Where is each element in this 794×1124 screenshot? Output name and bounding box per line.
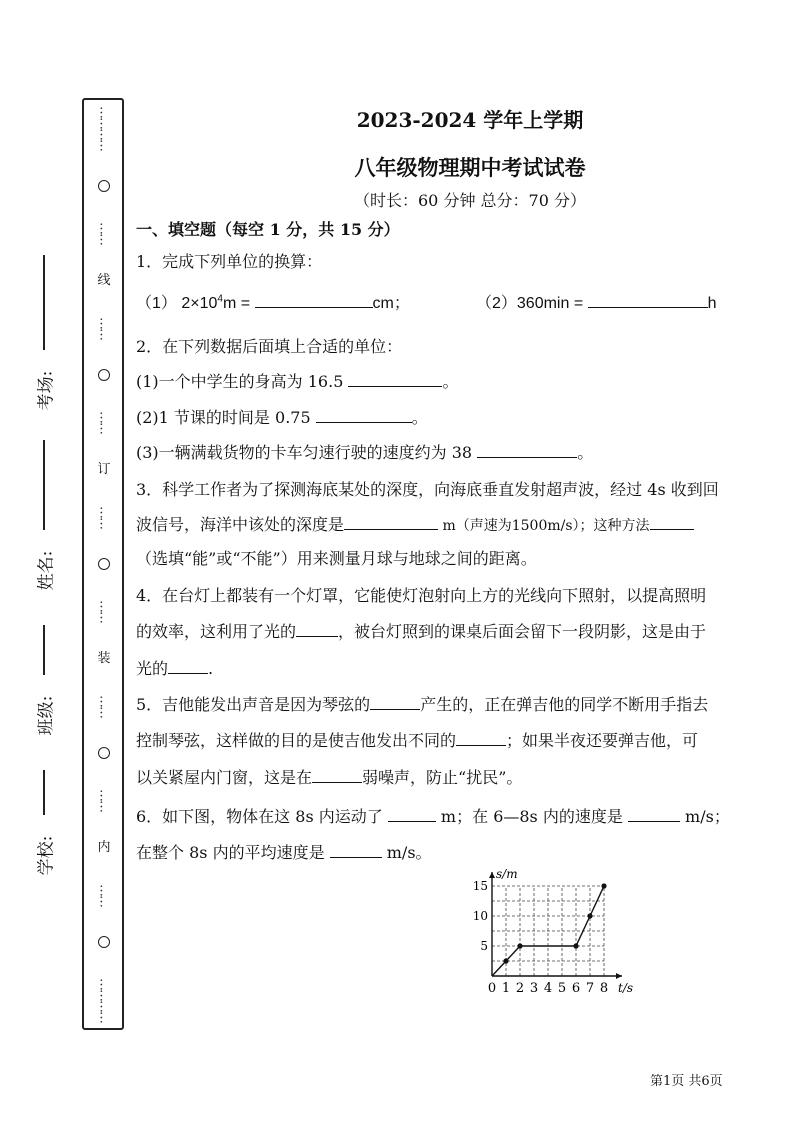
answer-blank[interactable] [456,731,506,746]
answer-blank[interactable] [588,293,708,308]
data-point [573,943,578,948]
q1a-exponent: 4 [217,293,223,305]
answer-blank[interactable] [348,372,442,387]
q5-line-2 [136,728,698,751]
q2c-end: 。 [577,443,594,462]
exam-info: （时长：60 分钟 总分：70 分） [354,191,586,210]
y-tick-label: 15 [472,879,488,893]
field-class [24,625,64,750]
school-line [43,770,45,815]
q5-text-b: 产生的，正在弹吉他的同学不断用手指去 [420,695,709,714]
q6-text-d: 在整个 8s 内的平均速度是 [136,843,325,862]
section-title: 一、填空题（每空 1 分，共 15 分） [136,220,400,239]
q2a-text: (1)一个中学生的身高为 16.5 [136,372,344,391]
answer-blank[interactable] [477,443,577,458]
q6-text-b: m；在 6—8s 内的速度是 [435,807,623,826]
q3-line-2 [136,512,694,535]
dotted-line: ………… [96,106,112,150]
name-label: 姓名: [36,550,57,591]
y-tick-label: 5 [480,939,488,953]
answer-blank[interactable] [316,408,412,423]
q1a-prefix: （1） 2×10 [136,295,218,312]
dotted-line: …… [96,884,112,906]
q4-text-a: 的效率，这利用了光的 [136,622,297,641]
dotted-line: ………… [96,978,112,1022]
data-point [517,943,522,948]
q5-line-1 [136,692,708,715]
binding-char-nei: 内 [97,840,111,855]
q6-line-2 [136,840,432,863]
q5-text-d: ；如果半夜还要弹吉他，可 [506,731,699,750]
q6-line-1 [136,804,730,827]
dotted-line: …… [96,222,112,244]
field-name [24,440,64,610]
dotted-line: …… [96,411,112,433]
q1b-prefix: （2）360min = [476,295,588,312]
q1a-mid: m = [222,295,255,312]
q2a-end: 。 [442,372,459,391]
q3-text-b: m（声速为1500m/s）；这种方法 [438,518,650,534]
x-tick-label: 6 [571,981,581,996]
q5-text-a: 5．吉他能发出声音是因为琴弦的 [136,695,371,714]
dotted-line: …… [96,600,112,622]
q6-text-c: m/s； [679,807,730,826]
exam-year-title: 2023-2024 学年上学期 [356,108,584,132]
school-label: 学校: [36,835,57,876]
x-axis-arrow [616,973,622,979]
field-room [24,255,64,420]
binding-circle [98,936,110,948]
binding-strip [82,98,124,1030]
dotted-line: …… [96,789,112,811]
x-tick-label: 3 [529,981,539,996]
q2-part-b [136,405,428,428]
page-number: 第1页 共6页 [650,1074,723,1089]
room-line [43,255,45,350]
q6-text-e: m/s。 [381,843,432,862]
q3-line-1: 3．科学工作者为了探测海底某处的深度，向海底垂直发射超声波，经过 4s 收到回 [136,480,719,499]
x-tick-label: 7 [585,981,595,996]
st-graph [470,852,650,1002]
y-axis-label: s/m [496,867,518,881]
q5-line-3 [136,765,522,788]
q2c-text: (3)一辆满载货物的卡车匀速行驶的速度约为 38 [136,443,473,462]
answer-blank[interactable] [255,293,373,308]
binding-char-xian: 线 [97,273,111,288]
q1-stem: 1．完成下列单位的换算： [136,252,323,271]
x-axis-label: t/s [618,981,634,995]
data-point [503,958,508,963]
q2-part-a [136,369,459,392]
q1a-unit: cm； [372,295,410,312]
answer-blank[interactable] [628,807,680,822]
binding-circle [98,558,110,570]
x-tick-label: 2 [515,981,525,996]
exam-title: 八年级物理期中考试试卷 [354,155,586,180]
q4-line-3 [136,656,213,679]
q2b-end: 。 [411,408,428,427]
q4-line-2 [136,619,706,642]
x-tick-label: 1 [501,981,511,996]
answer-blank[interactable] [296,622,338,637]
q3-text-a: 波信号，海洋中该处的深度是 [136,515,345,534]
data-point [587,913,592,918]
st-graph-svg [470,852,650,998]
binding-char-zhuang: 装 [97,651,111,666]
dotted-line: …… [96,506,112,528]
q2-part-c [136,440,593,463]
q3-line-3: （选填“能”或“不能”）用来测量月球与地球之间的距离。 [136,549,537,568]
q4-text-c: 光的 [136,659,169,678]
x-tick-label: 5 [557,981,567,996]
binding-circle [98,747,110,759]
answer-blank[interactable] [330,843,382,858]
answer-blank[interactable] [388,807,436,822]
answer-blank[interactable] [344,515,438,530]
class-label: 班级: [36,695,57,736]
dotted-line: …… [96,695,112,717]
answer-blank[interactable] [168,659,208,674]
x-tick-label: 0 [487,981,497,996]
binding-circle [98,369,110,381]
q5-text-f: 弱噪声，防止“扰民”。 [362,768,523,787]
q1-part-a [136,290,410,313]
q5-text-e: 以关紧屋内门窗，这是在 [136,768,313,787]
class-line [43,625,45,675]
q6-text-a: 6．如下图，物体在这 8s 内运动了 [136,807,383,826]
answer-blank[interactable] [650,515,694,530]
answer-blank[interactable] [370,695,420,710]
y-axis-arrow [489,872,495,878]
q2-stem: 2．在下列数据后面填上合适的单位： [136,337,403,356]
field-school [24,770,64,880]
q2b-text: (2)1 节课的时间是 0.75 [136,408,311,427]
data-point [601,883,606,888]
q4-text-b: ，被台灯照到的课桌后面会留下一段阴影，这是由于 [338,622,707,641]
q4-line-1: 4．在台灯上都装有一个灯罩，它能使灯泡射向上方的光线向下照射，以提高照明 [136,586,707,605]
x-tick-label: 4 [543,981,553,996]
q1-part-b [476,290,717,313]
q1b-unit: h [707,295,717,312]
answer-blank[interactable] [312,768,362,783]
q5-text-c: 控制琴弦，这样做的目的是使吉他发出不同的 [136,731,457,750]
name-line [43,440,45,530]
y-tick-label: 10 [472,909,488,923]
room-label: 考场: [36,370,57,411]
x-tick-label: 8 [599,981,609,996]
dotted-line: …… [96,317,112,339]
binding-char-ding: 订 [97,462,111,477]
q4-text-d: . [208,659,214,678]
